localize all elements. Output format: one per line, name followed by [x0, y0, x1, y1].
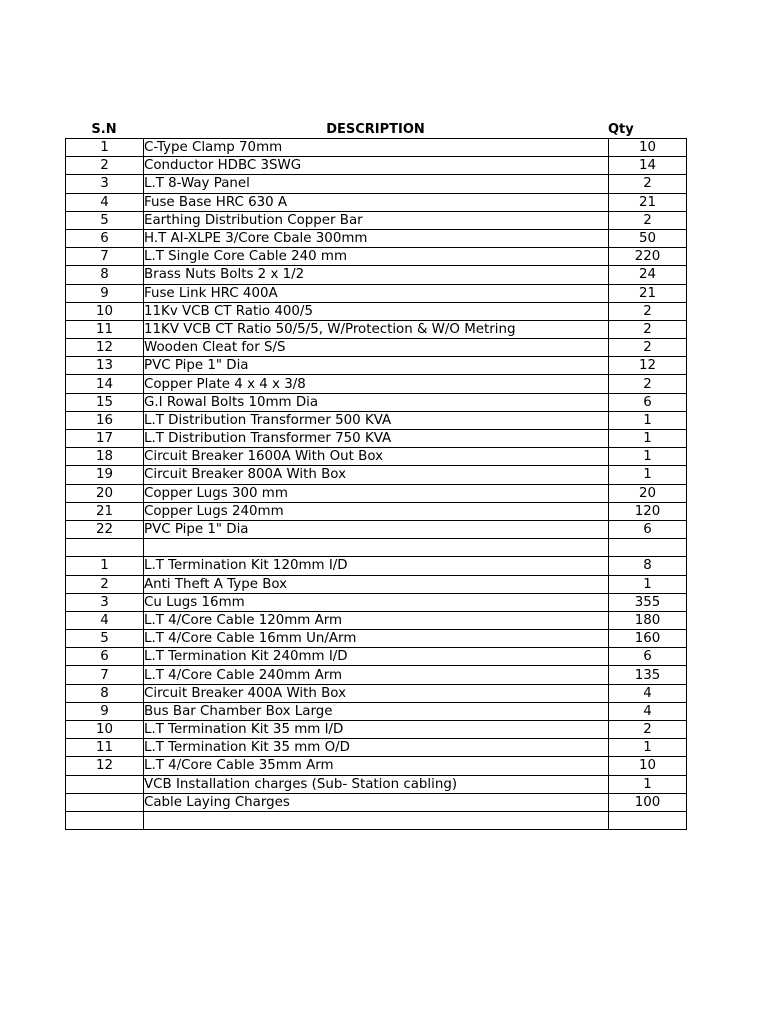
table-row — [66, 502, 687, 520]
table-row — [66, 484, 687, 502]
cell-sn[interactable]: 22 — [66, 520, 144, 538]
cell-qty[interactable]: 1 — [609, 575, 687, 593]
table-row — [66, 811, 687, 829]
table-row — [66, 357, 687, 375]
column-header-qty: Qty — [608, 122, 634, 137]
table-row — [66, 157, 687, 175]
table-row — [66, 648, 687, 666]
cell-qty[interactable]: 4 — [609, 702, 687, 720]
cell-description[interactable]: Cable Laying Charges — [144, 793, 609, 811]
table-row — [66, 684, 687, 702]
cell-qty[interactable]: 2 — [609, 320, 687, 338]
items-table-body — [66, 139, 687, 830]
table-row — [66, 393, 687, 411]
cell-sn[interactable] — [66, 775, 144, 793]
cell-description[interactable]: G.I Rowal Bolts 10mm Dia — [144, 393, 609, 411]
table-row — [66, 575, 687, 593]
cell-sn[interactable]: 19 — [66, 466, 144, 484]
cell-sn[interactable]: 16 — [66, 411, 144, 429]
cell-description[interactable]: 11KV VCB CT Ratio 50/5/5, W/Protection & W/O Metring — [144, 320, 609, 338]
cell-sn[interactable]: 5 — [66, 211, 144, 229]
cell-description[interactable]: Copper Lugs 240mm — [144, 502, 609, 520]
cell-qty[interactable]: 220 — [609, 248, 687, 266]
cell-qty[interactable] — [609, 811, 687, 829]
table-row — [66, 302, 687, 320]
cell-qty[interactable]: 1 — [609, 448, 687, 466]
table-row — [66, 211, 687, 229]
cell-description[interactable]: Conductor HDBC 3SWG — [144, 157, 609, 175]
cell-description[interactable]: Copper Plate 4 x 4 x 3/8 — [144, 375, 609, 393]
cell-description[interactable]: L.T 4/Core Cable 120mm Arm — [144, 611, 609, 629]
table-row — [66, 630, 687, 648]
cell-description[interactable]: Anti Theft A Type Box — [144, 575, 609, 593]
cell-description[interactable]: Fuse Base HRC 630 A — [144, 193, 609, 211]
cell-sn[interactable]: 1 — [66, 557, 144, 575]
cell-description[interactable]: C-Type Clamp 70mm — [144, 139, 609, 157]
cell-qty[interactable]: 160 — [609, 630, 687, 648]
cell-qty[interactable]: 1 — [609, 739, 687, 757]
cell-qty[interactable]: 135 — [609, 666, 687, 684]
cell-sn[interactable]: 2 — [66, 157, 144, 175]
cell-description[interactable]: PVC Pipe 1" Dia — [144, 357, 609, 375]
cell-sn[interactable]: 9 — [66, 702, 144, 720]
cell-description[interactable]: L.T 8-Way Panel — [144, 175, 609, 193]
cell-description[interactable]: L.T 4/Core Cable 16mm Un/Arm — [144, 630, 609, 648]
cell-qty[interactable]: 21 — [609, 284, 687, 302]
cell-description[interactable]: H.T AI-XLPE 3/Core Cbale 300mm — [144, 229, 609, 247]
cell-qty[interactable]: 14 — [609, 157, 687, 175]
cell-description[interactable]: VCB Installation charges (Sub- Station cabling) — [144, 775, 609, 793]
cell-qty[interactable]: 4 — [609, 684, 687, 702]
cell-description[interactable]: L.T Distribution Transformer 750 KVA — [144, 430, 609, 448]
table-row — [66, 175, 687, 193]
cell-qty[interactable]: 6 — [609, 520, 687, 538]
cell-description[interactable]: Brass Nuts Bolts 2 x 1/2 — [144, 266, 609, 284]
cell-description[interactable] — [144, 539, 609, 557]
table-row — [66, 284, 687, 302]
items-table — [65, 138, 687, 830]
cell-description[interactable]: L.T Termination Kit 240mm I/D — [144, 648, 609, 666]
cell-qty[interactable]: 20 — [609, 484, 687, 502]
table-row — [66, 193, 687, 211]
cell-sn[interactable] — [66, 793, 144, 811]
cell-sn[interactable]: 2 — [66, 575, 144, 593]
cell-description[interactable]: Copper Lugs 300 mm — [144, 484, 609, 502]
cell-sn[interactable]: 11 — [66, 739, 144, 757]
cell-qty[interactable]: 2 — [609, 339, 687, 357]
cell-description[interactable]: Cu Lugs 16mm — [144, 593, 609, 611]
cell-description[interactable]: Wooden Cleat for S/S — [144, 339, 609, 357]
cell-qty[interactable]: 6 — [609, 393, 687, 411]
cell-sn[interactable]: 8 — [66, 684, 144, 702]
cell-qty[interactable]: 2 — [609, 302, 687, 320]
cell-qty[interactable]: 12 — [609, 357, 687, 375]
cell-qty[interactable]: 180 — [609, 611, 687, 629]
cell-qty[interactable]: 100 — [609, 793, 687, 811]
cell-description[interactable]: L.T Termination Kit 35 mm I/D — [144, 721, 609, 739]
cell-qty[interactable]: 120 — [609, 502, 687, 520]
cell-sn[interactable]: 21 — [66, 502, 144, 520]
table-row — [66, 721, 687, 739]
cell-qty[interactable]: 1 — [609, 466, 687, 484]
cell-sn[interactable]: 3 — [66, 593, 144, 611]
cell-description[interactable]: Circuit Breaker 1600A With Out Box — [144, 448, 609, 466]
cell-description[interactable]: L.T 4/Core Cable 35mm Arm — [144, 757, 609, 775]
cell-qty[interactable]: 21 — [609, 193, 687, 211]
cell-qty[interactable]: 355 — [609, 593, 687, 611]
cell-description[interactable]: L.T 4/Core Cable 240mm Arm — [144, 666, 609, 684]
table-row — [66, 757, 687, 775]
cell-sn[interactable]: 7 — [66, 666, 144, 684]
cell-qty[interactable]: 50 — [609, 229, 687, 247]
cell-description[interactable]: Circuit Breaker 400A With Box — [144, 684, 609, 702]
cell-sn[interactable]: 12 — [66, 757, 144, 775]
table-row — [66, 611, 687, 629]
cell-qty[interactable]: 10 — [609, 139, 687, 157]
column-header-sn: S.N — [91, 122, 117, 137]
table-row — [66, 139, 687, 157]
table-row — [66, 375, 687, 393]
table-row — [66, 448, 687, 466]
table-header — [65, 120, 686, 138]
cell-sn[interactable] — [66, 539, 144, 557]
table-row — [66, 739, 687, 757]
table-row — [66, 557, 687, 575]
cell-qty[interactable]: 1 — [609, 775, 687, 793]
cell-description[interactable] — [144, 811, 609, 829]
table-row — [66, 320, 687, 338]
column-header-description: DESCRIPTION — [326, 122, 425, 137]
cell-qty[interactable]: 2 — [609, 721, 687, 739]
cell-sn[interactable]: 14 — [66, 375, 144, 393]
table-row — [66, 430, 687, 448]
table-row — [66, 229, 687, 247]
cell-qty[interactable]: 10 — [609, 757, 687, 775]
cell-qty[interactable]: 2 — [609, 175, 687, 193]
table-row — [66, 775, 687, 793]
cell-qty[interactable] — [609, 539, 687, 557]
cell-sn[interactable]: 10 — [66, 302, 144, 320]
table-row — [66, 702, 687, 720]
cell-description[interactable]: L.T Termination Kit 35 mm O/D — [144, 739, 609, 757]
cell-sn[interactable]: 15 — [66, 393, 144, 411]
cell-sn[interactable]: 4 — [66, 193, 144, 211]
cell-sn[interactable]: 12 — [66, 339, 144, 357]
table-row — [66, 248, 687, 266]
cell-sn[interactable]: 13 — [66, 357, 144, 375]
cell-sn[interactable]: 9 — [66, 284, 144, 302]
cell-qty[interactable]: 2 — [609, 375, 687, 393]
cell-qty[interactable]: 8 — [609, 557, 687, 575]
cell-sn[interactable]: 10 — [66, 721, 144, 739]
cell-description[interactable]: L.T Termination Kit 120mm I/D — [144, 557, 609, 575]
table-row — [66, 520, 687, 538]
table-row — [66, 411, 687, 429]
cell-description[interactable]: Bus Bar Chamber Box Large — [144, 702, 609, 720]
cell-sn[interactable] — [66, 811, 144, 829]
cell-sn[interactable]: 7 — [66, 248, 144, 266]
cell-sn[interactable]: 11 — [66, 320, 144, 338]
table-row — [66, 666, 687, 684]
cell-sn[interactable]: 5 — [66, 630, 144, 648]
cell-description[interactable]: Circuit Breaker 800A With Box — [144, 466, 609, 484]
cell-sn[interactable]: 6 — [66, 229, 144, 247]
cell-qty[interactable]: 1 — [609, 411, 687, 429]
table-row — [66, 266, 687, 284]
cell-sn[interactable]: 18 — [66, 448, 144, 466]
cell-description[interactable]: 11Kv VCB CT Ratio 400/5 — [144, 302, 609, 320]
table-row — [66, 466, 687, 484]
cell-qty[interactable]: 24 — [609, 266, 687, 284]
cell-sn[interactable]: 20 — [66, 484, 144, 502]
cell-sn[interactable]: 1 — [66, 139, 144, 157]
table-row — [66, 539, 687, 557]
table-row — [66, 793, 687, 811]
cell-sn[interactable]: 17 — [66, 430, 144, 448]
cell-description[interactable]: Earthing Distribution Copper Bar — [144, 211, 609, 229]
cell-description[interactable]: L.T Distribution Transformer 500 KVA — [144, 411, 609, 429]
table-row — [66, 593, 687, 611]
cell-sn[interactable]: 3 — [66, 175, 144, 193]
cell-description[interactable]: Fuse Link HRC 400A — [144, 284, 609, 302]
cell-sn[interactable]: 6 — [66, 648, 144, 666]
cell-qty[interactable]: 2 — [609, 211, 687, 229]
cell-sn[interactable]: 4 — [66, 611, 144, 629]
cell-qty[interactable]: 1 — [609, 430, 687, 448]
cell-description[interactable]: L.T Single Core Cable 240 mm — [144, 248, 609, 266]
cell-description[interactable]: PVC Pipe 1" Dia — [144, 520, 609, 538]
cell-qty[interactable]: 6 — [609, 648, 687, 666]
table-row — [66, 339, 687, 357]
cell-sn[interactable]: 8 — [66, 266, 144, 284]
